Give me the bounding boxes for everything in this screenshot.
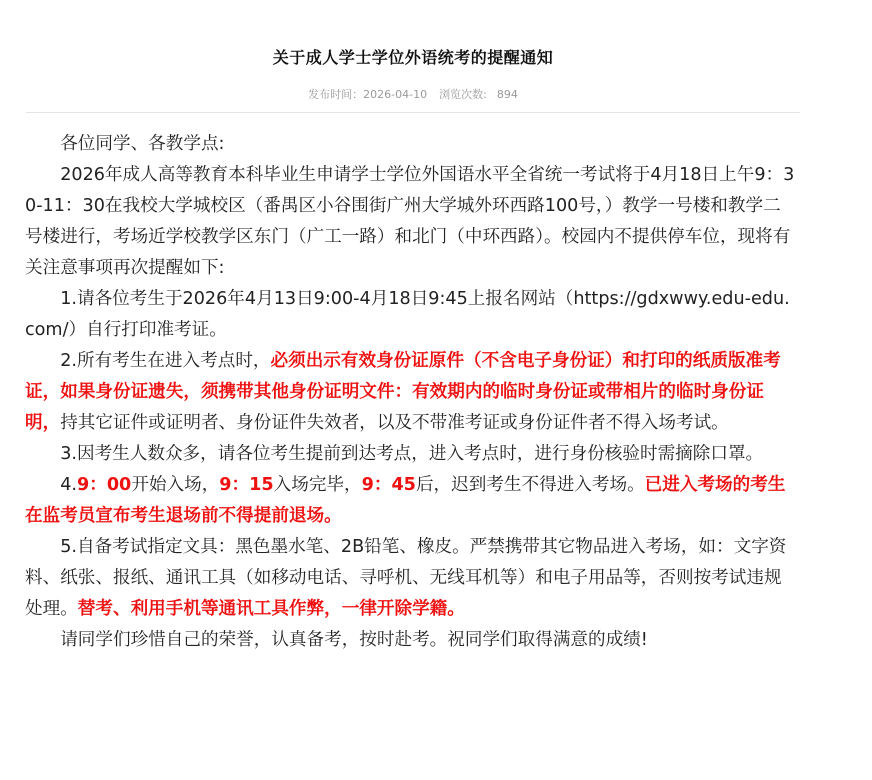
item2-suffix: 持其它证件或证明者、身份证件失效者，以及不带准考证或身份证件者不得入场考试。 bbox=[60, 413, 729, 433]
article-body bbox=[25, 129, 795, 656]
item2-emphasis: 必须出示有效身份证原件（不含电子身份证）和打印的纸质版准考证，如果身份证遗失，须携带其他身份证明文件：有效期内的临时身份证或带相片的临时身份证明， bbox=[25, 351, 781, 433]
item4-time-late: 9：45 bbox=[361, 475, 416, 495]
greeting-paragraph: 各位同学、各教学点: bbox=[60, 134, 225, 154]
intro-paragraph: 2026年成人高等教育本科毕业生申请学士学位外国语水平全省统一考试将于4月18日上午9：30-11：30在我校大学城校区（番禺区小谷围街广州大学城外环西路100号，）教学一号楼和教学二号楼进行，考场近学校教学区东门（广工一路）和北门（中环西路）。校园内不提供停车位，现将有关注意事项再次提醒如下: bbox=[25, 165, 795, 278]
item5-emphasis: 替考、利用手机等通讯工具作弊，一律开除学籍。 bbox=[77, 599, 465, 619]
item4-prefix: 4. bbox=[60, 475, 77, 495]
item4-time-complete: 9：15 bbox=[219, 475, 274, 495]
notice-item-5 bbox=[25, 532, 795, 625]
notice-item-3: 3.因考生人数众多，请各位考生提前到达考点，进入考点时，进行身份核验时需摘除口罩。 bbox=[60, 444, 764, 464]
article-meta bbox=[0, 86, 826, 102]
item4-emphasis: 已进入考场的考生在监考员宣布考生退场前不得提前退场。 bbox=[25, 475, 786, 526]
notice-item-2 bbox=[25, 346, 795, 439]
item4-text-1: 开始入场， bbox=[131, 475, 220, 495]
notice-item-1: 1.请各位考生于2026年4月13日9:00-4月18日9:45上报名网站（https://gdxwwy.edu-edu.com/）自行打印准考证。 bbox=[25, 289, 790, 340]
closing-paragraph: 请同学们珍惜自己的荣誉，认真备考，按时赴考。祝同学们取得满意的成绩! bbox=[60, 630, 648, 650]
item4-time-start: 9：00 bbox=[76, 475, 132, 495]
page-title: 关于成人学士学位外语统考的提醒通知 bbox=[272, 48, 554, 67]
views-count: 894 bbox=[496, 88, 518, 101]
title-divider bbox=[26, 112, 800, 113]
item5-text: 5.自备考试指定文具：黑色墨水笔、2B铅笔、橡皮。严禁携带其它物品进入考场，如：文字资料、纸张、报纸、通讯工具（如移动电话、寻呼机、无线耳机等）和电子用品等，否则按考试违规处理。 bbox=[25, 537, 787, 619]
publish-label: 发布时间： bbox=[308, 88, 364, 101]
item4-text-3: 后，迟到考生不得进入考场。 bbox=[415, 475, 645, 495]
views-label: 浏览次数: bbox=[439, 88, 487, 101]
item4-text-2: 入场完毕， bbox=[273, 475, 362, 495]
notice-item-4 bbox=[25, 470, 795, 532]
item2-prefix: 2.所有考生在进入考点时， bbox=[60, 351, 271, 371]
publish-date: 2026-04-10 bbox=[363, 88, 428, 101]
